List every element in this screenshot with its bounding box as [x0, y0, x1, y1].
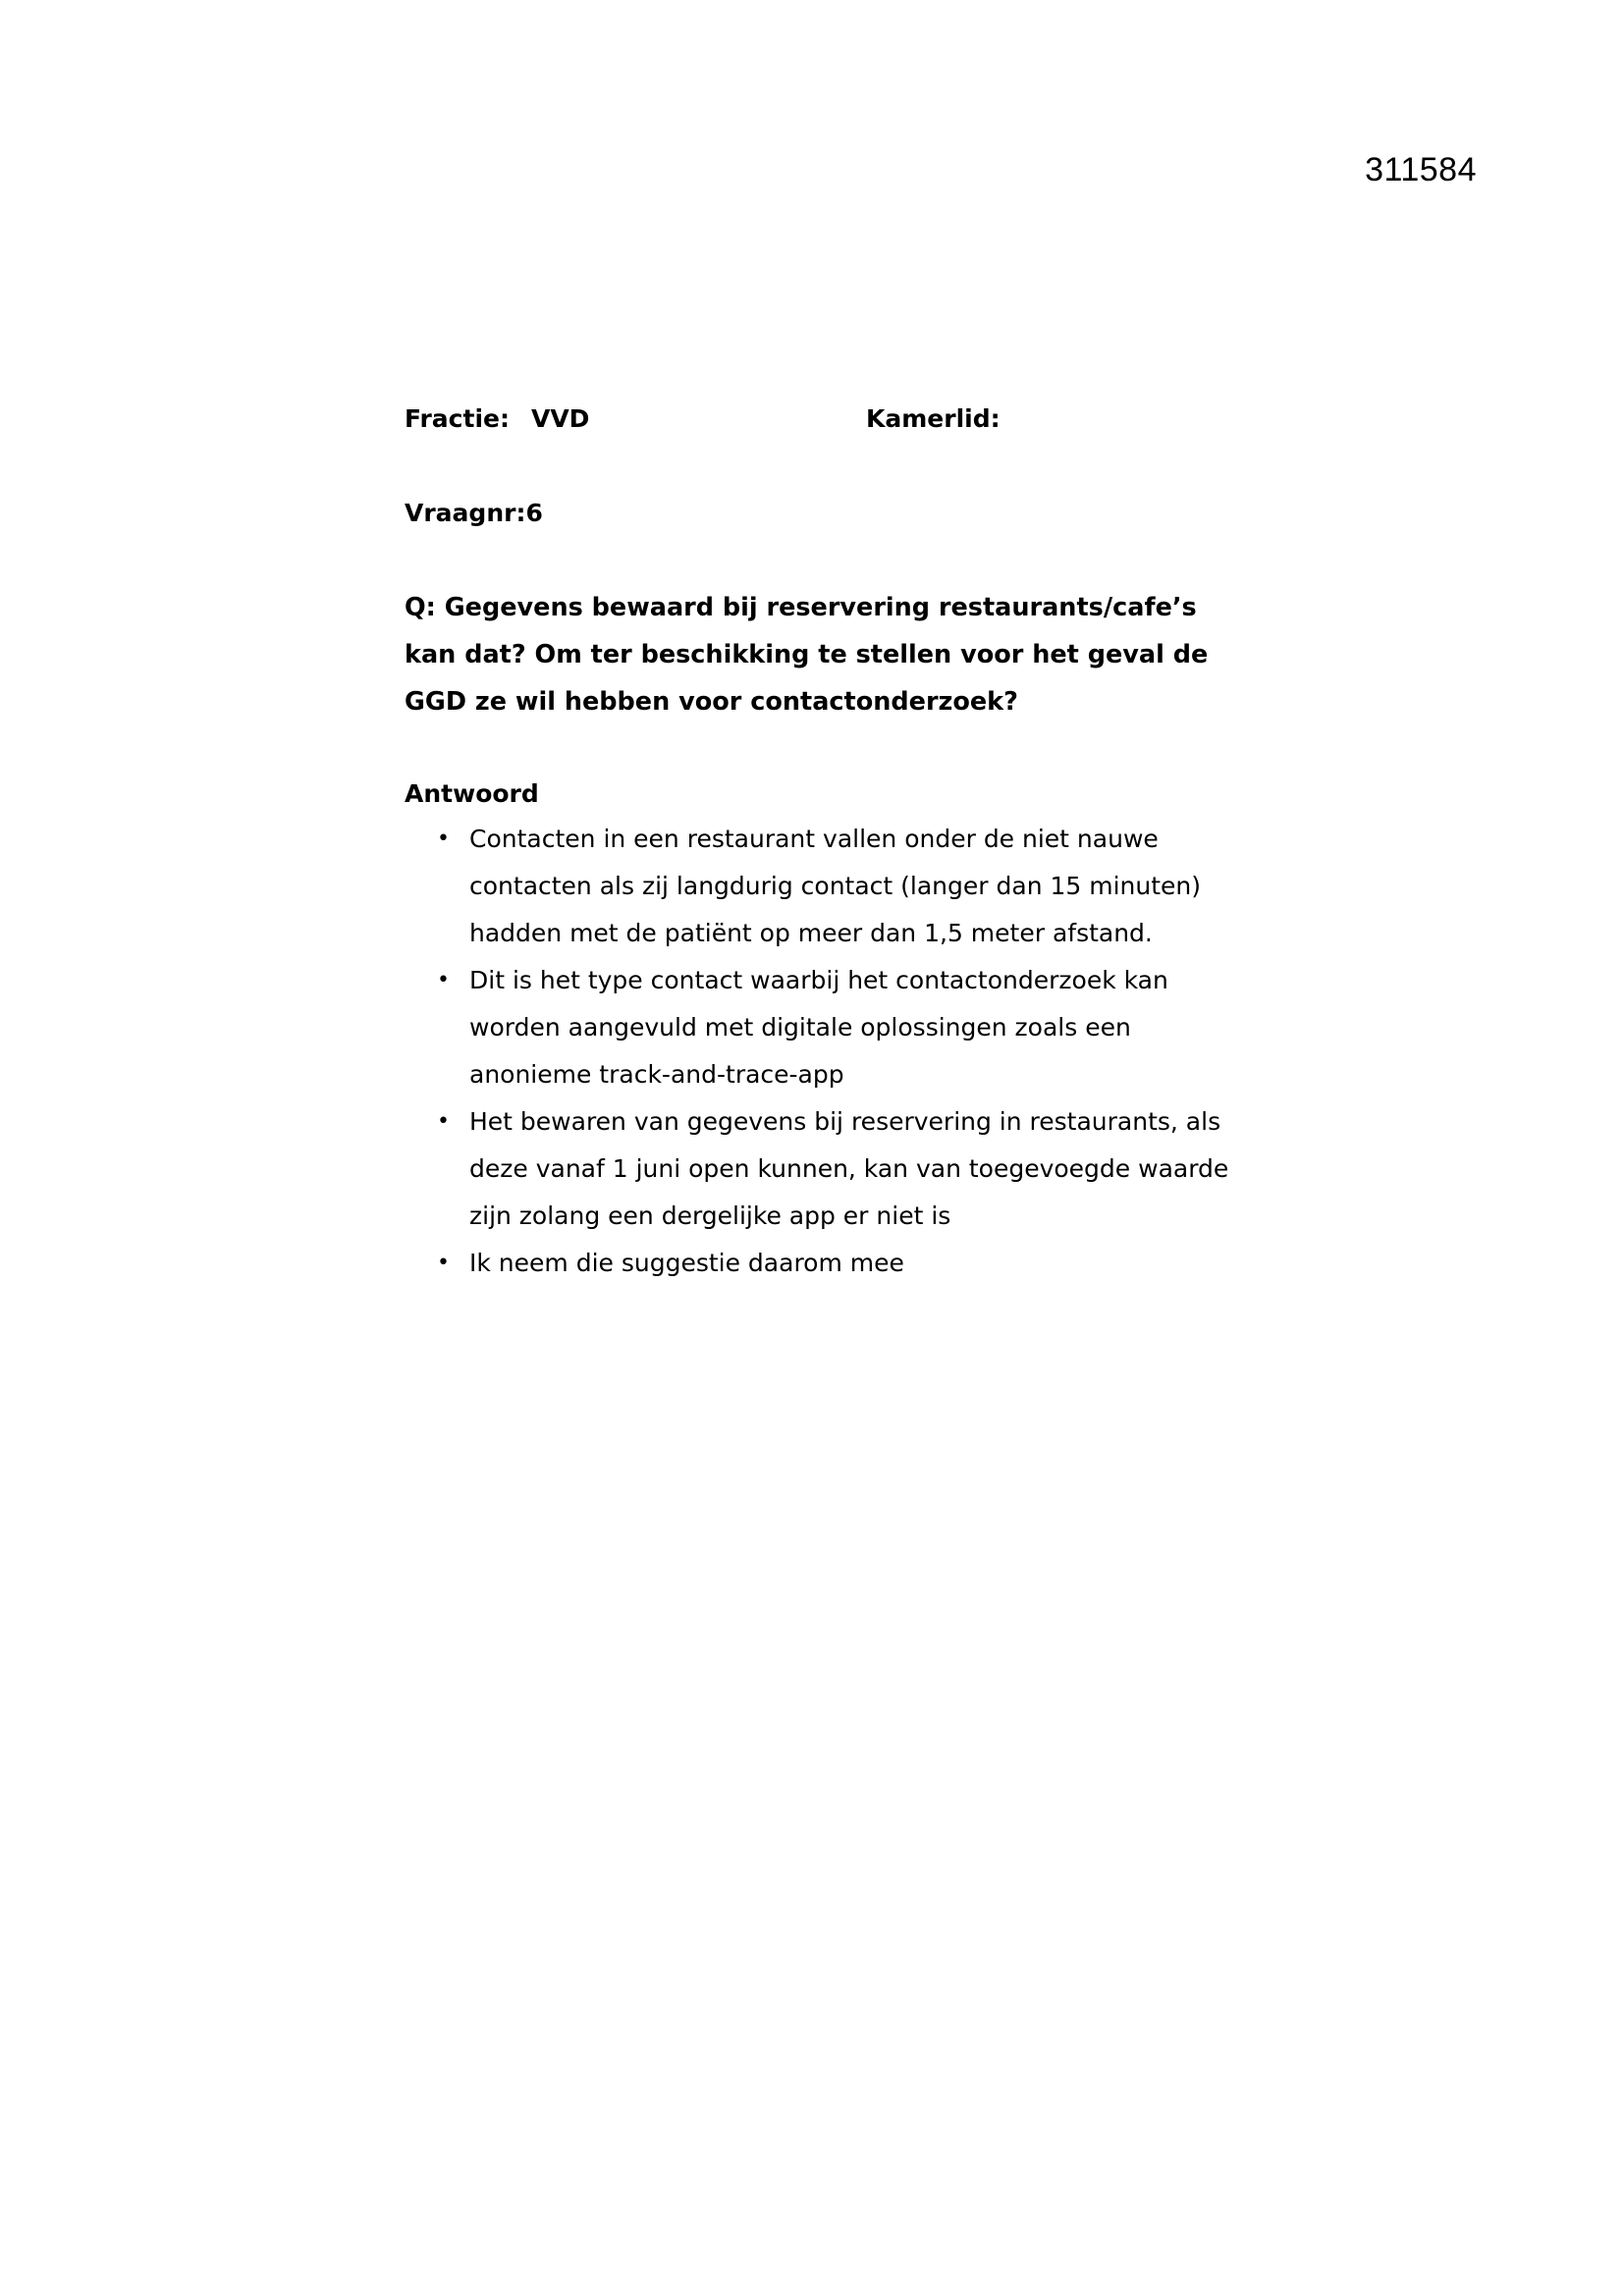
answer-text: Ik neem die suggestie daarom mee — [469, 1249, 904, 1277]
question-text: Q: Gegevens bewaard bij reservering restaurants/cafe’s kan dat? Om ter beschikking te stellen voor het geval de GGD ze wil hebben voor contactonderzoek? — [405, 593, 1209, 717]
answer-text: Contacten in een restaurant vallen onder de niet nauwe contacten als zij langdurig contact (langer dan 15 minuten) hadden met de patiënt op meer dan 1,5 meter afstand. — [469, 825, 1202, 947]
kamerlid-label: Kamerlid: — [866, 404, 1001, 433]
bullet-icon: • — [437, 968, 450, 992]
bullet-icon: • — [437, 1251, 450, 1275]
document-body — [405, 398, 1249, 1287]
kamerlid-field — [866, 398, 1001, 441]
answer-item — [405, 957, 1255, 1098]
answer-item — [405, 1098, 1255, 1240]
answer-text: Dit is het type contact waarbij het contactonderzoek kan worden aangevuld met digitale oplossingen zoals een anonieme track-and-trace-app — [469, 966, 1168, 1089]
answer-item — [405, 816, 1255, 957]
answer-item — [405, 1240, 1255, 1287]
fractie-field — [405, 398, 866, 441]
question-number: Vraagnr:6 — [405, 499, 543, 527]
bullet-icon: • — [437, 827, 450, 851]
fractie-label: Fractie: — [405, 404, 510, 433]
bullet-icon: • — [437, 1109, 450, 1134]
meta-row — [405, 398, 1249, 441]
answer-list — [405, 816, 1249, 1287]
answer-text: Het bewaren van gegevens bij reservering in restaurants, als deze vanaf 1 juni open kunnen, kan van toegevoegde waarde zijn zolang een dergelijke app er niet is — [469, 1107, 1229, 1230]
fractie-value: VVD — [530, 404, 590, 433]
answer-heading: Antwoord — [405, 779, 539, 808]
document-number: 311584 — [1365, 151, 1477, 188]
